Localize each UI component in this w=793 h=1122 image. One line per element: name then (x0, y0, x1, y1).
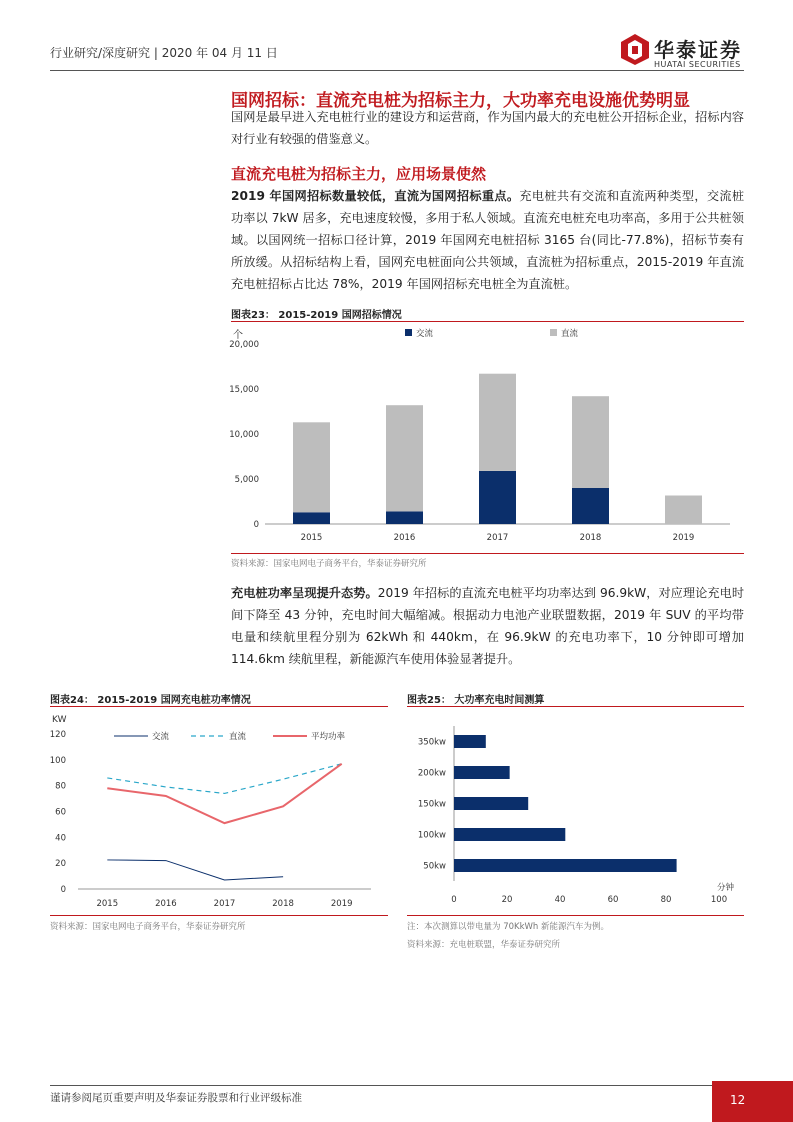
fig24-y-tick: 60 (55, 807, 66, 818)
logo-text-en: HUATAI SECURITIES (654, 60, 741, 69)
fig24-legend-label: 平均功率 (311, 732, 346, 742)
fig23-chart (225, 324, 744, 552)
fig23-y-tick: 0 (253, 520, 259, 530)
fig25-x-tick: 80 (660, 895, 672, 905)
fig23-x-tick: 2018 (579, 533, 602, 543)
fig24-source: 资料来源：国家电网电子商务平台，华泰证券研究所 (50, 922, 246, 932)
fig24-title: 图表24： 2015-2019 国网充电桩功率情况 (50, 695, 251, 706)
fig23-bar-dc (293, 422, 330, 512)
fig23-source: 资料来源：国家电网电子商务平台，华泰证券研究所 (231, 559, 427, 569)
fig24-y-tick: 0 (60, 885, 66, 895)
fig24-line-ac (107, 860, 283, 880)
fig25-source: 资料来源：充电桩联盟，华泰证券研究所 (407, 940, 561, 950)
fig23-bar-dc (572, 396, 609, 488)
fig23-legend-label: 直流 (561, 329, 579, 339)
fig25-bar (454, 797, 528, 810)
fig23-bar-dc (479, 374, 516, 471)
fig23-title-rule (231, 321, 744, 322)
fig23-y-tick: 20,000 (229, 340, 259, 350)
footer-divider (50, 1085, 744, 1086)
section-title-2: 直流充电桩为招标主力，应用场景使然 (231, 165, 487, 183)
page-number-box (712, 1081, 793, 1122)
fig23-x-tick: 2016 (393, 533, 416, 543)
section2-body: 充电桩共有交流和直流两种类型，交流桩功率以 7kW 居多，充电速度较慢，多用于私人领域。直流充电桩充电功率高，多用于公共桩领域。以国网统一招标口径计算，2019 年国网充电桩招标 3165 台(同比-77.8%)，招标节奏有所放缓。从招标结构上看，国网充电桩面向公共领域，直流桩为招标重点，2015-2019 年直流充电桩招标占比达 78%，2019 年国网招标充电桩全为直流桩。 (231, 189, 745, 291)
fig25-bar (454, 859, 677, 872)
fig23-x-tick: 2019 (672, 533, 695, 543)
fig24-x-tick: 2018 (272, 899, 294, 909)
fig25-x-unit: 分钟 (716, 883, 734, 893)
fig23-bottom-rule (231, 553, 744, 554)
section1-body: 国网是最早进入充电桩行业的建设方和运营商，作为国内最大的充电桩公开招标企业，招标内容对行业有较强的借鉴意义。 (231, 110, 744, 146)
fig25-note: 注：本次测算以带电量为 70KkWh 新能源汽车为例。 (407, 922, 610, 932)
fig25-x-tick: 60 (607, 895, 619, 905)
fig23-x-tick: 2017 (486, 533, 509, 543)
fig25-x-tick: 20 (501, 895, 513, 905)
fig25-y-tick: 350kw (417, 737, 446, 748)
fig23-title: 图表23： 2015-2019 国网招标情况 (231, 310, 402, 321)
fig23-bar-ac (479, 471, 516, 524)
fig25-y-tick: 200kw (417, 768, 446, 779)
logo-text-cn: 华泰证券 (654, 38, 742, 62)
fig23-y-tick: 5,000 (234, 475, 259, 485)
fig25-bottom-rule (407, 915, 744, 916)
fig23-bar-dc (386, 405, 423, 511)
fig23-legend-label: 交流 (416, 329, 434, 339)
fig25-x-tick: 100 (710, 895, 728, 905)
fig25-y-tick: 150kw (417, 799, 446, 810)
fig23-y-tick: 15,000 (229, 385, 259, 395)
fig25-y-tick: 50kw (423, 861, 446, 872)
section-title-1: 国网招标：直流充电桩为招标主力，大功率充电设施优势明显 (231, 91, 690, 111)
fig24-y-tick: 100 (49, 755, 66, 766)
fig24-x-tick: 2017 (213, 899, 236, 909)
fig23-bar-dc (665, 496, 702, 524)
fig25-x-tick: 40 (554, 895, 566, 905)
header-divider (50, 70, 744, 71)
fig25-bar (454, 766, 510, 779)
fig23-y-unit: 个 (233, 330, 243, 341)
fig24-x-tick: 2016 (155, 899, 177, 909)
fig23-legend-swatch (550, 329, 557, 336)
fig25-x-tick: 0 (451, 895, 457, 905)
fig23-legend-swatch (405, 329, 412, 336)
fig24-title-rule (50, 706, 388, 707)
fig24-chart (46, 708, 388, 914)
fig24-x-tick: 2019 (330, 899, 353, 909)
section2-lead: 2019 年国网招标数量较低，直流为国网招标重点。 (231, 189, 520, 203)
fig23-bar-ac (386, 511, 423, 524)
fig25-title: 图表25： 大功率充电时间测算 (407, 695, 545, 706)
fig23-x-tick: 2015 (300, 533, 323, 543)
fig25-title-rule (407, 706, 744, 707)
fig25-chart (405, 708, 744, 914)
section3-lead: 充电桩功率呈现提升态势。 (231, 586, 378, 600)
fig24-x-tick: 2015 (96, 899, 119, 909)
fig24-legend-label: 直流 (229, 732, 247, 742)
fig25-bar (454, 828, 565, 841)
fig23-y-tick: 10,000 (229, 430, 259, 440)
fig24-y-unit: KW (52, 715, 67, 725)
fig24-bottom-rule (50, 915, 388, 916)
fig23-bar-ac (293, 512, 330, 524)
fig24-y-tick: 120 (49, 730, 66, 740)
huatai-logo-icon (619, 32, 651, 66)
fig24-y-tick: 20 (55, 859, 66, 870)
section3-paragraph (231, 582, 744, 670)
fig24-y-tick: 40 (55, 833, 66, 844)
footer-disclaimer: 谨请参阅尾页重要声明及华泰证券股票和行业评级标准 (50, 1092, 302, 1104)
section2-paragraph (231, 185, 744, 295)
fig25-bar (454, 735, 486, 748)
section3-body: 2019 年招标的直流充电桩平均功率达到 96.9kW，对应理论充电时间下降至 43 分钟，充电时间大幅缩减。根据动力电池产业联盟数据，2019 年 SUV 的平均带电量和续航里程分别为 62kWh 和 440km，在 96.9kW 的充电功率下，10 分钟即可增加 114.6km 续航里程，新能源汽车使用体验显著提升。 (231, 586, 745, 666)
fig25-y-tick: 100kw (417, 830, 446, 841)
page-number: 12 (730, 1093, 746, 1107)
report-header: 行业研究/深度研究 | 2020 年 04 月 11 日 (50, 46, 278, 60)
fig23-bar-ac (572, 488, 609, 524)
fig24-y-tick: 80 (55, 781, 66, 792)
fig24-legend-label: 交流 (152, 732, 170, 742)
